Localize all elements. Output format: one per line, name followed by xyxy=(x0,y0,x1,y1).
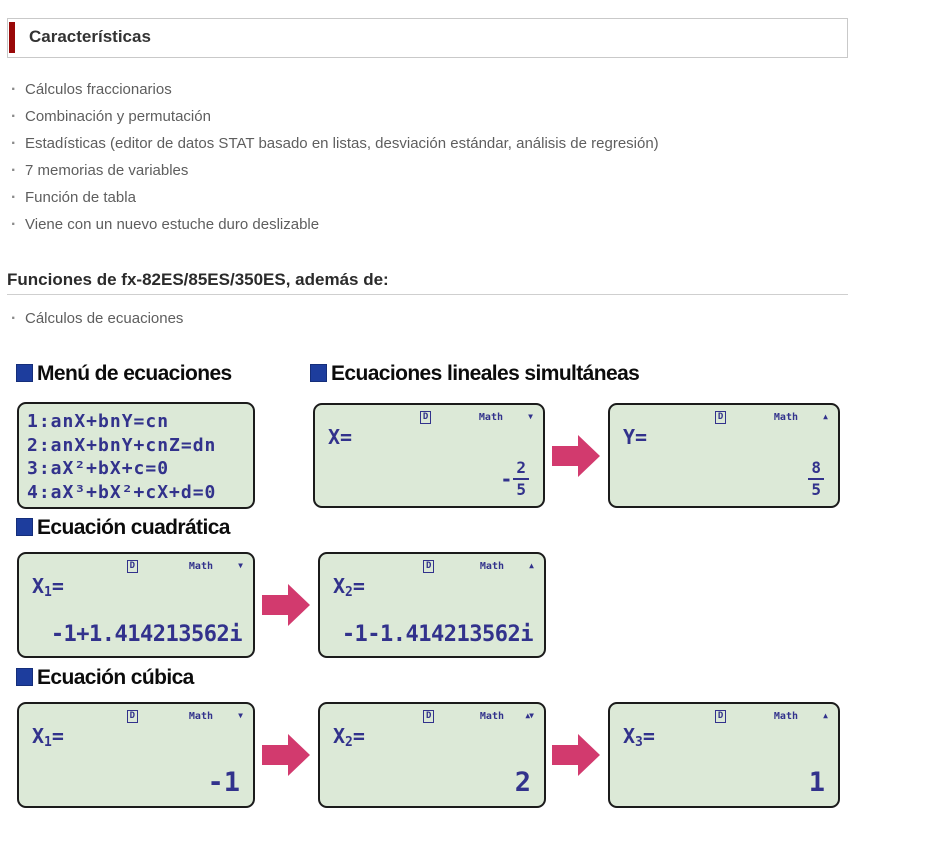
fraction-denominator: 5 xyxy=(513,478,529,498)
variable-label xyxy=(333,724,365,750)
degree-indicator: D xyxy=(127,560,138,573)
feature-item-label: Función de tabla xyxy=(25,189,136,206)
right-arrow-icon xyxy=(552,734,600,776)
features-list xyxy=(8,76,659,238)
equals-sign: = xyxy=(340,425,353,449)
variable-name: X xyxy=(32,574,45,598)
math-indicator: Math xyxy=(478,412,503,423)
degree-indicator: D xyxy=(127,710,138,723)
variable-label xyxy=(32,574,64,600)
variable-subscript: 1 xyxy=(44,585,52,600)
degree-indicator: D xyxy=(423,710,434,723)
variable-label xyxy=(623,724,655,750)
feature-item-label: Viene con un nuevo estuche duro deslizable xyxy=(25,216,320,233)
variable-label xyxy=(328,425,352,451)
functions-heading: Funciones de fx-82ES/85ES/350ES, además de: xyxy=(7,270,389,289)
variable-name: X xyxy=(328,425,341,449)
blue-square-icon xyxy=(16,364,33,382)
linear-heading xyxy=(310,362,639,386)
variable-name: Y xyxy=(623,425,636,449)
variable-name: X xyxy=(333,574,346,598)
scroll-arrow-icon: ▲ xyxy=(529,561,533,570)
menu-heading xyxy=(16,362,232,386)
right-arrow-icon xyxy=(552,435,600,477)
lcd-screen-linear-y xyxy=(608,403,840,508)
variable-label xyxy=(623,425,647,451)
menu-line: 4:aX³+bX²+cX+d=0 xyxy=(27,481,217,503)
variable-label xyxy=(333,574,365,600)
feature-item-label: 7 memorias de variables xyxy=(25,162,189,179)
page-title: Características xyxy=(29,27,151,46)
menu-lines xyxy=(27,410,216,504)
menu-line: 1:anX+bnY=cn xyxy=(27,411,170,432)
math-indicator: Math xyxy=(479,711,504,722)
math-indicator: Math xyxy=(773,412,798,423)
features-header-box xyxy=(7,18,848,58)
quadratic-heading xyxy=(16,516,230,540)
fraction xyxy=(808,460,824,498)
feature-item-label: Cálculos fraccionarios xyxy=(25,81,172,98)
cubic-heading-label: Ecuación cúbica xyxy=(37,666,194,689)
lcd-screen-equation-menu xyxy=(17,402,255,509)
math-indicator: Math xyxy=(188,561,213,572)
fraction-numerator: 2 xyxy=(516,458,526,477)
fraction-numerator: 8 xyxy=(811,458,821,477)
quadratic-heading-label: Ecuación cuadrática xyxy=(37,516,230,539)
equations-list xyxy=(8,305,183,332)
blue-square-icon xyxy=(310,364,327,382)
section-divider xyxy=(7,294,848,295)
math-indicator: Math xyxy=(773,711,798,722)
equals-sign: = xyxy=(51,574,64,598)
scroll-arrow-icon: ▼ xyxy=(238,561,242,570)
menu-heading-label: Menú de ecuaciones xyxy=(37,362,232,385)
menu-line: 2:anX+bnY+cnZ=dn xyxy=(27,434,217,456)
degree-indicator: D xyxy=(423,560,434,573)
variable-label xyxy=(32,724,64,750)
result-value: 1 xyxy=(808,767,825,798)
result-value: 2 xyxy=(514,767,531,798)
equation-item xyxy=(8,305,183,332)
feature-item xyxy=(8,157,659,184)
blue-square-icon xyxy=(16,518,33,536)
blue-square-icon xyxy=(16,668,33,686)
equals-sign: = xyxy=(352,724,365,748)
scroll-arrow-icon: ▼ xyxy=(238,711,242,720)
linear-heading-label: Ecuaciones lineales simultáneas xyxy=(331,362,640,385)
scroll-arrow-icon: ▼ xyxy=(528,412,532,421)
right-arrow-icon xyxy=(262,584,310,626)
result-value: -1-1.414213562i xyxy=(341,622,533,647)
right-arrow-icon xyxy=(262,734,310,776)
fraction xyxy=(513,460,529,498)
scroll-arrow-icon: ▲ xyxy=(823,412,827,421)
degree-indicator: D xyxy=(420,411,431,424)
red-accent-bar xyxy=(9,22,15,53)
variable-name: X xyxy=(32,724,45,748)
variable-subscript: 2 xyxy=(345,585,353,600)
math-indicator: Math xyxy=(188,711,213,722)
degree-indicator: D xyxy=(715,411,726,424)
feature-item xyxy=(8,76,659,103)
feature-item xyxy=(8,211,659,238)
feature-item-label: Estadísticas (editor de datos STAT basado en listas, desviación estándar, análisis de regresión) xyxy=(25,135,659,152)
variable-name: X xyxy=(333,724,346,748)
result-fraction xyxy=(807,460,824,498)
math-indicator: Math xyxy=(479,561,504,572)
lcd-screen-linear-x xyxy=(313,403,545,508)
lcd-screen-quadratic-x1 xyxy=(17,552,255,658)
scroll-arrow-icon: ▲▼ xyxy=(525,711,533,720)
cubic-heading xyxy=(16,666,194,690)
feature-item-label: Combinación y permutación xyxy=(25,108,211,125)
lcd-screen-quadratic-x2 xyxy=(318,552,546,658)
variable-subscript: 2 xyxy=(345,735,353,750)
lcd-screen-cubic-x1 xyxy=(17,702,255,808)
fraction-denominator: 5 xyxy=(808,478,824,498)
variable-subscript: 1 xyxy=(44,735,52,750)
equation-item-label: Cálculos de ecuaciones xyxy=(25,310,184,327)
equals-sign: = xyxy=(352,574,365,598)
variable-name: X xyxy=(623,724,636,748)
feature-item xyxy=(8,103,659,130)
lcd-screen-cubic-x3 xyxy=(608,702,840,808)
lcd-screen-cubic-x2 xyxy=(318,702,546,808)
variable-subscript: 3 xyxy=(635,735,643,750)
equals-sign: = xyxy=(51,724,64,748)
result-value: -1+1.414213562i xyxy=(50,622,242,647)
equals-sign: = xyxy=(635,425,648,449)
menu-line: 3:aX²+bX+c=0 xyxy=(27,458,170,479)
equation-figures xyxy=(0,360,927,847)
degree-indicator: D xyxy=(715,710,726,723)
scroll-arrow-icon: ▲ xyxy=(823,711,827,720)
result-fraction xyxy=(500,460,529,498)
feature-item xyxy=(8,184,659,211)
feature-item xyxy=(8,130,659,157)
fraction-sign: - xyxy=(500,467,513,491)
result-value: -1 xyxy=(207,767,240,798)
equals-sign: = xyxy=(642,724,655,748)
